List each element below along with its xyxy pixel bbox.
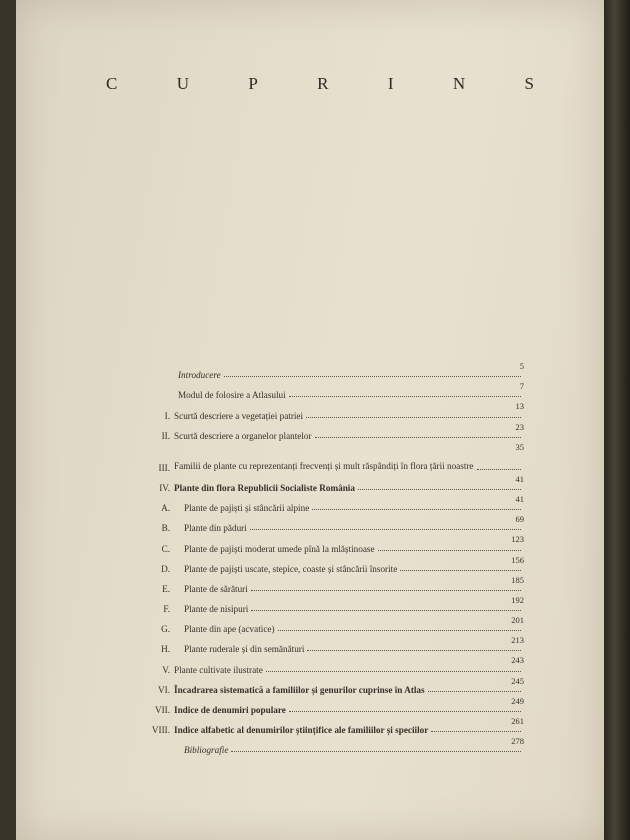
- dot-leader: [251, 610, 521, 611]
- toc-entry-label: Plante de sărături: [184, 583, 248, 594]
- toc-entry-label: Scurtă descriere a organelor plantelor: [174, 430, 312, 441]
- dot-leader: [431, 731, 521, 732]
- toc-entry-label: Plante din flora Republicii Socialiste România: [174, 482, 355, 493]
- toc-entry-label: Plante cultivate ilustrate: [174, 664, 263, 675]
- toc-entry: [134, 574, 524, 594]
- dot-leader: [428, 691, 521, 692]
- dot-leader: [266, 671, 521, 672]
- toc-entry-page: 13: [515, 401, 524, 412]
- toc-entry-number: I.: [164, 410, 170, 421]
- toc-entry-label: Scurtă descriere a vegetației patriei: [174, 410, 304, 421]
- toc-entry: [134, 473, 524, 493]
- dot-leader: [307, 650, 521, 651]
- dot-leader: [306, 417, 521, 418]
- table-of-contents: [134, 360, 524, 755]
- title-letter: P: [248, 74, 260, 93]
- toc-entry-label: Încadrarea sistematică a familiilor și genurilor cuprinse în Atlas: [174, 684, 425, 695]
- toc-entry: [134, 441, 524, 473]
- toc-entry-label: Modul de folosire a Atlasului: [178, 390, 286, 401]
- toc-entry-number: E.: [162, 583, 170, 594]
- toc-entry-number: VI.: [158, 684, 170, 695]
- toc-entry-number: IV.: [159, 482, 170, 493]
- toc-entry: [134, 594, 524, 614]
- title-letter: U: [176, 74, 191, 93]
- toc-entry-label: Plante din păduri: [184, 523, 247, 534]
- toc-entry-label: Plante din ape (acvatice): [184, 624, 275, 635]
- toc-entry: [134, 654, 524, 674]
- dot-leader: [315, 437, 521, 438]
- toc-entry-page: 123: [511, 534, 524, 545]
- title-letter: N: [452, 74, 468, 93]
- toc-entry-page: 5: [519, 361, 524, 371]
- toc-entry-page: 41: [515, 493, 524, 504]
- toc-entry-label: Indice alfabetic al denumirilor științifice ale familiilor și speciilor: [174, 725, 429, 736]
- dot-leader: [251, 590, 521, 591]
- toc-entry-number: VIII.: [151, 725, 170, 736]
- toc-entry: [134, 493, 524, 513]
- toc-entry-page: 35: [515, 441, 524, 452]
- toc-entry: [134, 533, 524, 553]
- toc-entry: [134, 675, 524, 695]
- dot-leader: [289, 396, 521, 397]
- toc-entry-page: 243: [511, 655, 524, 666]
- toc-entry-number: III.: [158, 462, 170, 473]
- toc-entry: [134, 735, 524, 755]
- dot-leader: [477, 469, 521, 470]
- toc-entry: [134, 695, 524, 715]
- toc-entry-page: 7: [519, 381, 524, 392]
- dot-leader: [378, 550, 521, 551]
- dot-leader: [358, 489, 521, 490]
- toc-entry-label: Bibliografie: [184, 745, 229, 756]
- toc-entry: [134, 513, 524, 533]
- toc-entry-label: Plante de pajiști uscate, stepice, coaste și stâncării însorite: [184, 563, 398, 574]
- toc-entry-page: 156: [511, 554, 524, 565]
- dot-leader: [250, 529, 521, 530]
- toc-entry-label: Familii de plante cu reprezentanți frecvenți și mult răspândiți în flora țării noastre: [174, 460, 474, 471]
- toc-entry-number: B.: [161, 523, 170, 534]
- toc-entry-number: H.: [161, 644, 170, 655]
- title-letter: C: [106, 74, 120, 93]
- dot-leader: [289, 711, 521, 712]
- toc-entry-page: 69: [515, 514, 524, 525]
- book-edge: [604, 0, 630, 840]
- toc-entry-label: Plante de pajiști moderat umede pînă la mlăștinoase: [184, 543, 375, 554]
- toc-entry-number: F.: [163, 604, 170, 615]
- dot-leader: [278, 630, 521, 631]
- toc-entry-number: A.: [161, 503, 170, 514]
- toc-entry-page: 201: [511, 615, 524, 626]
- dot-leader: [400, 570, 521, 571]
- toc-entry: [134, 634, 524, 654]
- toc-entry: [134, 554, 524, 574]
- toc-entry-page: 185: [511, 574, 524, 585]
- toc-entry: [134, 421, 524, 441]
- page-title: [106, 74, 536, 94]
- toc-entry: [134, 715, 524, 735]
- toc-entry-page: 41: [515, 473, 524, 484]
- toc-entry-label: Plante de pajiști și stâncării alpine: [184, 503, 310, 514]
- toc-entry-page: 278: [511, 736, 524, 747]
- toc-entry-page: 249: [511, 695, 524, 706]
- toc-entry-number: G.: [161, 624, 170, 635]
- toc-entry-number: C.: [161, 543, 170, 554]
- dot-leader: [312, 509, 521, 510]
- toc-entry: [134, 614, 524, 634]
- title-letter: I: [387, 74, 396, 93]
- toc-entry-label: Plante ruderale și din semănături: [184, 644, 305, 655]
- toc-entry-label: Introducere: [178, 370, 221, 381]
- toc-entry: [134, 360, 524, 380]
- toc-entry-page: 23: [515, 421, 524, 432]
- title-letter: R: [317, 74, 331, 93]
- toc-entry-label: Plante de nisipuri: [184, 604, 249, 615]
- toc-entry-number: VII.: [154, 705, 170, 715]
- dot-leader: [231, 751, 521, 752]
- toc-entry-number: II.: [161, 430, 170, 441]
- toc-entry-page: 213: [511, 635, 524, 646]
- toc-entry: [134, 400, 524, 420]
- toc-entry-page: 192: [511, 594, 524, 605]
- dot-leader: [224, 376, 521, 377]
- title-letter: S: [524, 74, 536, 93]
- book-page: [16, 0, 604, 840]
- toc-entry-number: D.: [161, 563, 170, 574]
- toc-entry: [134, 380, 524, 400]
- toc-entry-number: V.: [162, 664, 170, 675]
- toc-entry-page: 261: [511, 716, 524, 726]
- toc-entry-page: 245: [511, 675, 524, 686]
- toc-entry-label: Indice de denumiri populare: [174, 705, 286, 715]
